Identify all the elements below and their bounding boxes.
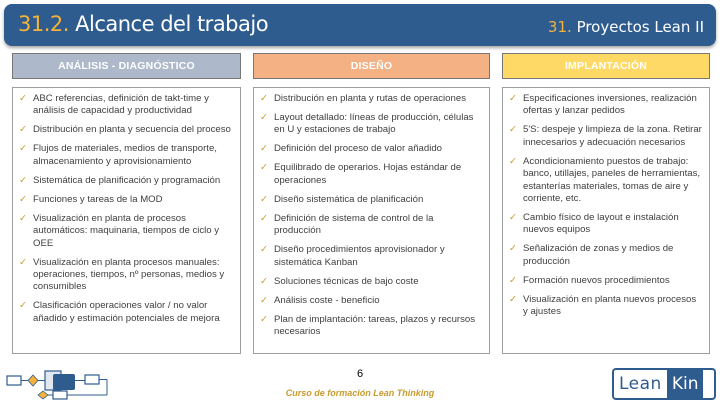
list-item: ✓ Distribución en planta y rutas de operaciones — [260, 93, 466, 104]
list-item: ✓ Flujos de materiales, medios de transporte, almacenamiento y aprovisionamiento — [19, 143, 217, 167]
list-item: ✓ Equilibrado de operarios. Hojas estándar de operaciones — [260, 162, 462, 186]
list-item: ✓ Visualización en planta nuevos procesos y ajustes — [509, 293, 697, 318]
column-header-analisis: ANÁLISIS - DIAGNÓSTICO — [12, 53, 241, 79]
check-mark-icon: ✓ — [19, 193, 27, 205]
slide-header — [4, 4, 716, 46]
check-mark-icon: ✓ — [509, 274, 517, 286]
logo-text-kin: Kin — [667, 370, 704, 398]
check-mark-icon: ✓ — [19, 124, 27, 136]
check-mark-icon: ✓ — [260, 313, 268, 325]
list-item: ✓ Sistemática de planificación y programación — [19, 174, 221, 186]
list-item: ✓ 5'S: despeje y limpieza de la zona. Retirar innecesarios y adecuación necesarios — [509, 124, 702, 148]
column-header-implantacion: IMPLANTACIÓN — [502, 53, 710, 79]
column-list-implantacion — [502, 87, 710, 354]
list-item: ✓ Acondicionamiento puestos de trabajo: banco, utillajes, paneles de herramientas, estanterías materiales, tomas de aire y corriente, etc. — [509, 155, 701, 205]
course-name: Curso de formación Lean Thinking — [285, 388, 435, 398]
list-item: ✓ ABC referencias, definición de takt-time y análisis de capacidad y productividad — [19, 93, 209, 117]
check-mark-icon: ✓ — [260, 275, 268, 287]
check-mark-icon: ✓ — [509, 124, 517, 136]
check-mark-icon: ✓ — [260, 244, 268, 256]
check-mark-icon: ✓ — [509, 243, 517, 255]
list-item: ✓ Soluciones técnicas de bajo coste — [260, 275, 419, 287]
check-mark-icon: ✓ — [19, 212, 27, 224]
check-mark-icon: ✓ — [260, 112, 268, 123]
logo-text-lean: Lean — [619, 374, 662, 394]
check-mark-icon: ✓ — [19, 300, 27, 312]
list-item: ✓ Definición del proceso de valor añadido — [260, 143, 442, 155]
check-mark-icon: ✓ — [260, 212, 268, 224]
list-item: ✓ Distribución en planta y secuencia del proceso — [19, 124, 231, 136]
list-item: ✓ Funciones y tareas de la MOD — [19, 193, 163, 205]
check-mark-icon: ✓ — [19, 93, 27, 104]
check-mark-icon: ✓ — [509, 293, 517, 305]
module-name: Proyectos Lean II — [576, 18, 704, 36]
check-mark-icon: ✓ — [509, 155, 517, 167]
check-mark-icon: ✓ — [509, 212, 517, 224]
column-header-diseno: DISEÑO — [253, 53, 490, 79]
list-item: ✓ Definición de sistema de control de la producción — [260, 212, 434, 237]
list-item: ✓ Layout detallado: líneas de producción, células en U y estaciones de trabajo — [260, 112, 474, 136]
check-mark-icon: ✓ — [260, 294, 268, 306]
check-mark-icon: ✓ — [260, 143, 268, 155]
list-item: ✓ Diseño sistemática de planificación — [260, 193, 424, 205]
module-number: 31. — [547, 18, 572, 36]
check-mark-icon: ✓ — [509, 93, 517, 104]
check-mark-icon: ✓ — [260, 93, 268, 104]
check-mark-icon: ✓ — [19, 143, 27, 155]
list-item: ✓ Señalización de zonas y medios de producción — [509, 243, 674, 267]
column-list-diseno — [253, 87, 490, 354]
check-mark-icon: ✓ — [260, 162, 268, 174]
check-mark-icon: ✓ — [19, 256, 27, 268]
check-mark-icon: ✓ — [260, 193, 268, 205]
list-item: ✓ Plan de implantación: tareas, plazos y recursos necesarios — [260, 313, 476, 338]
slide-title — [18, 12, 268, 36]
page-number: 6 — [356, 368, 364, 380]
leankin-logo — [612, 368, 716, 400]
list-item: ✓ Visualización en planta procesos manuales: operaciones, tiempos, nº personas, medios y consumibles — [19, 256, 225, 293]
column-list-analisis — [12, 87, 241, 354]
module-title — [548, 18, 704, 36]
section-title: Alcance del trabajo — [75, 12, 269, 36]
list-item: ✓ Análisis coste - beneficio — [260, 294, 380, 306]
list-item: ✓ Clasificación operaciones valor / no valor añadido y estimación potenciales de mejora — [19, 300, 220, 324]
list-item: ✓ Especificaciones inversiones, realización ofertas y lanzar pedidos — [509, 93, 697, 117]
list-item: ✓ Visualización en planta de procesos automáticos: maquinaria, tiempos de ciclo y OEE — [19, 212, 220, 249]
check-mark-icon: ✓ — [19, 174, 27, 186]
list-item: ✓ Formación nuevos procedimientos — [509, 274, 670, 286]
process-flow-diagram-icon — [3, 362, 113, 402]
list-item: ✓ Cambio físico de layout e instalación nuevos equipos — [509, 212, 679, 236]
list-item: ✓ Diseño procedimientos aprovisionador y sistemática Kanban — [260, 244, 445, 268]
section-number: 31.2. — [18, 12, 69, 36]
